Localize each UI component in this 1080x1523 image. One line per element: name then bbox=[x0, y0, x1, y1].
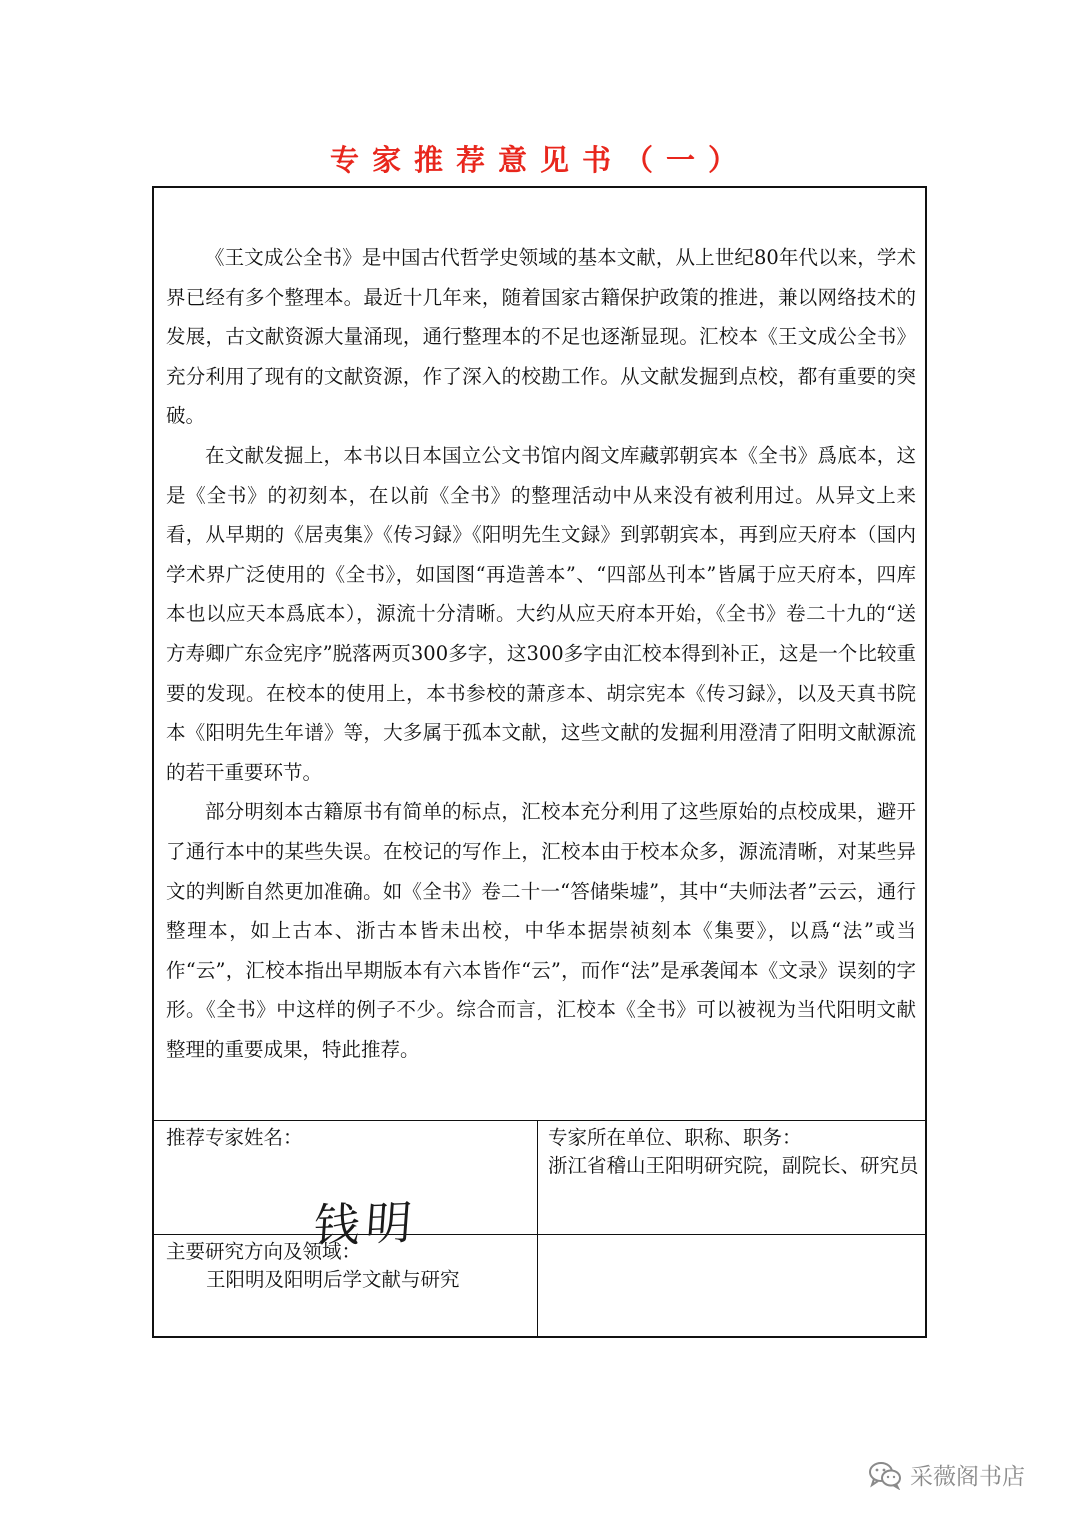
research-field-label: 主要研究方向及领域： bbox=[166, 1240, 362, 1263]
watermark bbox=[868, 1458, 1025, 1491]
recommendation-form bbox=[152, 186, 927, 1338]
expert-signature: 钱明 bbox=[311, 1195, 420, 1253]
recommendation-body bbox=[166, 238, 916, 1069]
research-field-value: 王阳明及阳明后学文献与研究 bbox=[206, 1268, 460, 1291]
form-divider-top bbox=[154, 1120, 925, 1121]
form-divider-vertical bbox=[537, 1120, 538, 1336]
expert-name-label: 推荐专家姓名： bbox=[166, 1126, 303, 1149]
page-title: 专家推荐意见书（一） bbox=[329, 143, 750, 177]
paragraph-2: 在文献发掘上，本书以日本国立公文书馆内阁文库藏郭朝宾本《全书》爲底本，这是《全书》的初刻本，在以前《全书》的整理活动中从来没有被利用过。从异文上来看，从早期的《居夷集》《传习録》《阳明先生文録》到郭朝宾本，再到应天府本（国内学术界广泛使用的《全书》，如国图“再造善本”、“四部丛刊本”皆属于应天府本，四库本也以应天本爲底本），源流十分清晰。大约从应天府本开始，《全书》卷二十九的“送方寿卿广东佥宪序”脱落两页300多字，这300多字由汇校本得到补正，这是一个比较重要的发现。在校本的使用上，本书参校的萧彦本、胡宗宪本《传习録》，以及天真书院本《阳明先生年谱》等，大多属于孤本文献，这些文献的发掘利用澄清了阳明文献源流的若干重要环节。 bbox=[166, 443, 916, 784]
wechat-icon bbox=[868, 1460, 902, 1490]
expert-unit-value: 浙江省稽山王阳明研究院，副院长、研究员 bbox=[548, 1154, 919, 1177]
expert-unit-label: 专家所在单位、职称、职务： bbox=[548, 1126, 802, 1149]
watermark-text: 采薇阁书店 bbox=[910, 1464, 1025, 1490]
paragraph-1: 《王文成公全书》是中国古代哲学史领域的基本文献，从上世纪80年代以来，学术界已经有多个整理本。最近十几年来，随着国家古籍保护政策的推进，兼以网络技术的发展，古文献资源大量涌现，通行整理本的不足也逐渐显现。汇校本《王文成公全书》充分利用了现有的文献资源，作了深入的校勘工作。从文献发掘到点校，都有重要的突破。 bbox=[166, 246, 916, 428]
form-divider-middle bbox=[154, 1234, 925, 1235]
paragraph-3: 部分明刻本古籍原书有简单的标点，汇校本充分利用了这些原始的点校成果，避开了通行本中的某些失误。在校记的写作上，汇校本由于校本众多，源流清晰，对某些异文的判断自然更加准确。如《全书》卷二十一“答储柴墟”，其中“夫师法者”云云，通行整理本，如上古本、浙古本皆未出校，中华本据崇祯刻本《集要》，以爲“法”或当作“云”，汇校本指出早期版本有六本皆作“云”，而作“法”是承袭闻本《文录》误刻的字形。《全书》中这样的例子不少。综合而言，汇校本《全书》可以被视为当代阳明文献整理的重要成果，特此推荐。 bbox=[166, 800, 916, 1061]
